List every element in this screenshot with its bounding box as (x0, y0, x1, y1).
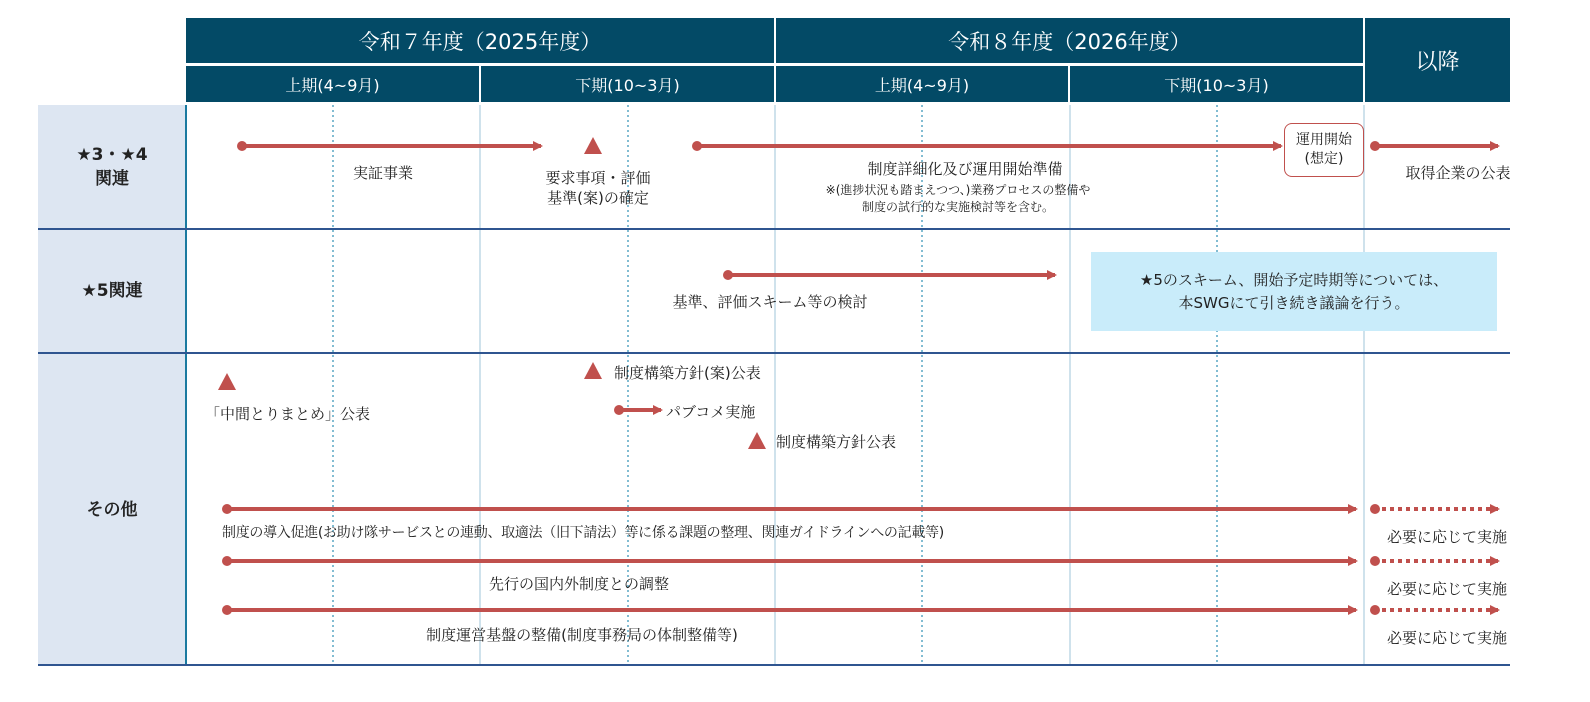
half-header: 下期(10~3月) (1070, 66, 1363, 102)
line: 基準(案)の確定 (547, 189, 649, 207)
year-header-later: 以降 (1365, 18, 1510, 102)
label-as-needed: 必要に応じて実施 (1387, 629, 1508, 647)
line: 要求事項・評価 (545, 169, 651, 187)
label-policy-final: 制度構築方針公表 (776, 433, 897, 451)
half-header: 下期(10~3月) (481, 66, 774, 102)
label-requirements (545, 168, 650, 208)
row-label-other: その他 (38, 354, 186, 665)
label-infrastructure: 制度運営基盤の整備(制度事務局の体制整備等) (426, 626, 738, 644)
row-label-star34: ★3・★4 関連 (38, 105, 186, 228)
half-header: 上期(4~9月) (186, 66, 479, 102)
year-header-r7: 令和７年度（2025年度） (186, 18, 774, 63)
label-public-comment: パブコメ実施 (666, 403, 756, 421)
label-interim-report: 「中間とりまとめ」公表 (205, 405, 371, 423)
label-promotion: 制度の導入促進(お助け隊サービスとの連動、取適法（旧下請法）等に係る課題の整理、関連ガイドラインへの記載等) (222, 525, 944, 541)
label-coordination: 先行の国内外制度との調整 (488, 575, 670, 593)
label-criteria-review: 基準、評価スキーム等の検討 (672, 293, 868, 311)
label-detail-prep: 制度詳細化及び運用開始準備 (867, 160, 1063, 178)
row-label-star5: ★5関連 (38, 230, 186, 352)
operation-start-box: 運用開始 (想定) (1284, 123, 1364, 177)
label-publish-companies: 取得企業の公表 (1405, 164, 1511, 182)
star5-note-box: ★5のスキーム、開始予定時期等については、 本SWGにて引き続き議論を行う。 (1091, 252, 1497, 331)
label-as-needed: 必要に応じて実施 (1387, 528, 1508, 546)
half-header: 上期(4~9月) (776, 66, 1068, 102)
line: 制度の試行的な実施検討等を含む。 (861, 200, 1055, 214)
label-detail-note (826, 182, 1091, 216)
year-header-r8: 令和８年度（2026年度） (776, 18, 1363, 63)
label-pilot: 実証事業 (352, 164, 414, 182)
label-policy-draft: 制度構築方針(案)公表 (614, 364, 761, 382)
label-as-needed: 必要に応じて実施 (1387, 580, 1508, 598)
line: ※(進捗状況も踏まえつつ、)業務プロセスの整備や (825, 183, 1091, 197)
